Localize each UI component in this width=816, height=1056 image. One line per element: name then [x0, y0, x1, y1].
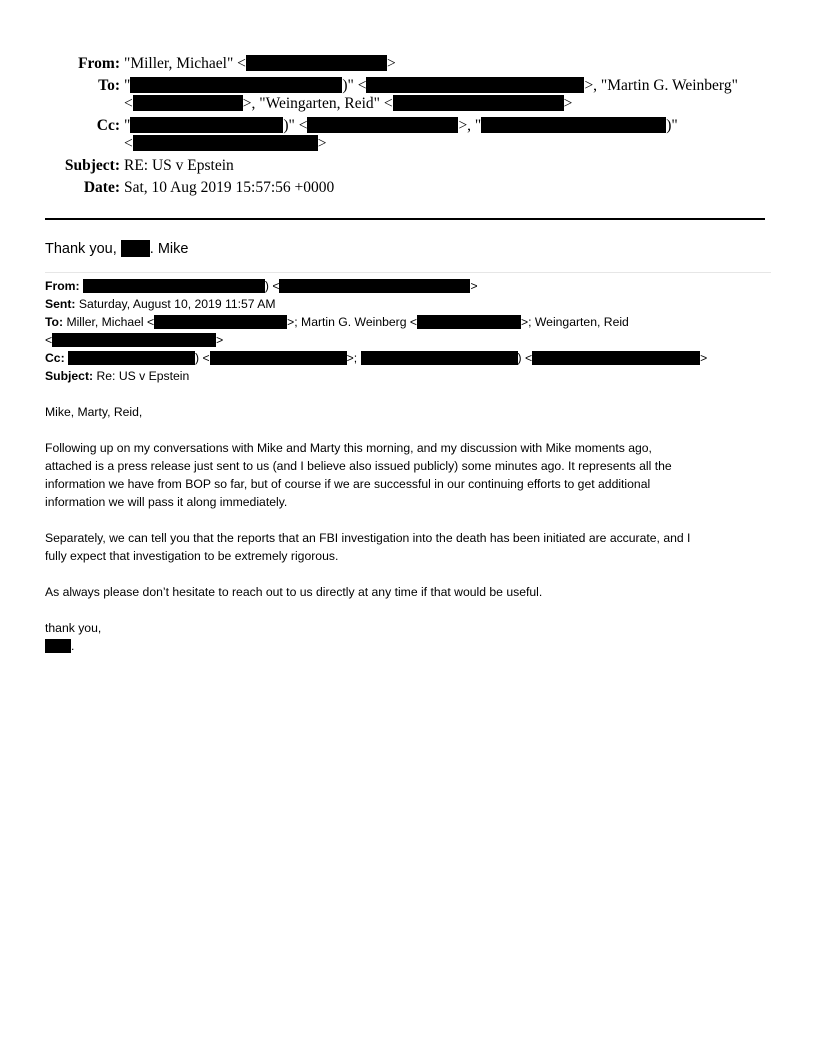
from-line: "Miller, Michael" < >: [124, 55, 396, 72]
from-label: From:: [78, 55, 120, 72]
body-paragraph-1: Following up on my conversations with Mike and Marty this morning, and my discussion with Mike moments ago, attached is a press release just sent to us (and I believe also issued publicly) some minutes ago. It represents all the information we have from BOP so far, but of course if we are successful in our continuing efforts to get additional information we will pass it along immediately.: [45, 441, 672, 509]
subject-label: Subject:: [64, 157, 120, 174]
redaction-block: [154, 315, 287, 329]
date-label: Date:: [83, 179, 120, 196]
redaction-block: [133, 135, 318, 151]
fwd-sent-line: Sent: Saturday, August 10, 2019 11:57 AM: [45, 297, 276, 311]
fwd-to-line: To: Miller, Michael < >; Martin G. Weinberg < >; Weingarten, Reid: [45, 315, 629, 329]
redaction-block: [130, 117, 283, 133]
cc-line-2: < >: [124, 135, 327, 152]
redaction-block: [45, 639, 71, 653]
cc-line: " )" < >, " )": [124, 117, 678, 134]
header-divider: [45, 218, 765, 220]
to-label: To:: [98, 77, 120, 94]
from-name: "Miller, Michael" <: [124, 55, 246, 72]
signoff: thank you, .: [45, 619, 765, 655]
to-weingarten: >, "Weingarten, Reid" <: [242, 95, 393, 112]
fwd-cc-line: Cc: ) < >; ) < >: [45, 351, 708, 365]
redaction-block: [68, 351, 195, 365]
body-paragraph-2: Separately, we can tell you that the reports that an FBI investigation into the death has been initiated are accurate, and I fully expect that investigation to be extremely rigorous.: [45, 531, 691, 563]
redaction-block: [133, 95, 243, 111]
greeting: Mike, Marty, Reid,: [45, 405, 143, 419]
redaction-block: [361, 351, 518, 365]
fwd-subject-line: Subject: Re: US v Epstein: [45, 369, 190, 383]
subject-text: RE: US v Epstein: [124, 157, 234, 174]
signature-line: .: [45, 637, 765, 655]
date-text: Sat, 10 Aug 2019 15:57:56 +0000: [124, 179, 335, 196]
body-paragraph-3: As always please don’t hesitate to reach out to us directly at any time if that would be useful.: [45, 585, 543, 599]
fwd-subject-text: Re: US v Epstein: [96, 369, 190, 383]
redaction-block: [246, 55, 387, 71]
reply-text: Thank you, . Mike: [45, 241, 189, 257]
to-line-2: < >, "Weingarten, Reid" < >: [124, 95, 573, 112]
redaction-block: [83, 279, 265, 293]
redaction-block: [52, 333, 216, 347]
redaction-block: [130, 77, 342, 93]
redaction-block: [279, 279, 470, 293]
redaction-block: [417, 315, 521, 329]
date-line: [124, 178, 334, 197]
redaction-block: [307, 117, 458, 133]
fwd-from-line: From: ) < >: [45, 279, 478, 293]
redaction-block: [481, 117, 666, 133]
fwd-sent-text: Saturday, August 10, 2019 11:57 AM: [78, 297, 276, 311]
to-weinberg: >, "Martin G. Weinberg": [584, 77, 738, 94]
quote-divider: [45, 272, 771, 273]
subject-line: [124, 156, 234, 175]
to-line: " )" < >, "Martin G. Weinberg": [124, 77, 738, 94]
redaction-block: [121, 240, 150, 257]
cc-label: Cc:: [96, 117, 120, 134]
redaction-block: [532, 351, 700, 365]
redaction-block: [366, 77, 584, 93]
redaction-block: [393, 95, 564, 111]
redaction-block: [210, 351, 347, 365]
fwd-to-line-2: < >: [45, 333, 224, 347]
